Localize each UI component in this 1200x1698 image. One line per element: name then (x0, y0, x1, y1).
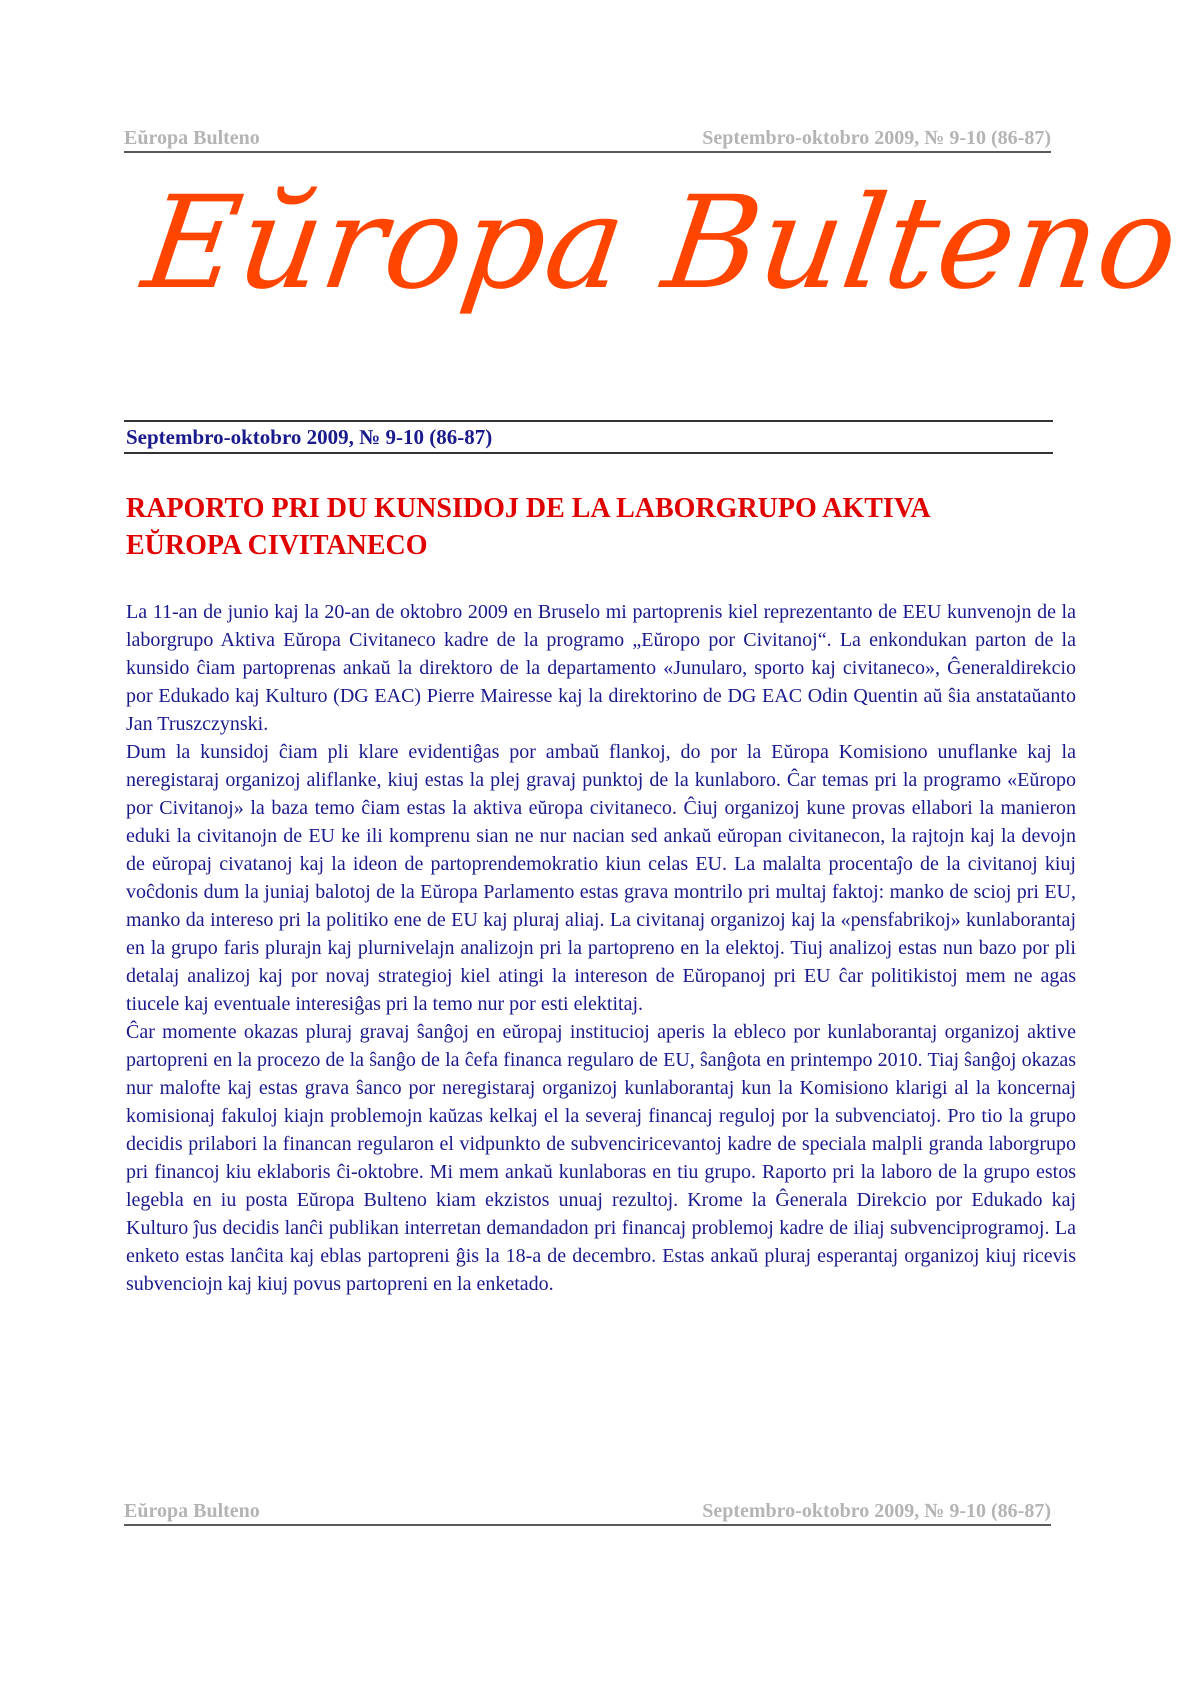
article-paragraph-3: Ĉar momente okazas pluraj gravaj ŝanĝoj en eŭropaj institucioj aperis la ebleco por kunlaborantaj organizoj aktive partopreni en la procezo de la ŝanĝo de la ĉefa financa regularo de EU, ŝanĝota en printempo 2010. Tiaj ŝanĝoj okazas nur malofte kaj estas grava ŝanco por neregistaraj organizoj kunlaborantaj kun la Komisiono klarigi al la koncernaj komisionaj fakuloj kiajn problemojn kaŭzas kelkaj el la severaj financaj reguloj por la subvenciatoj. Pro tio la grupo decidis prilabori la financan regularon el vidpunkto de subvenciricevantoj kadre de speciala malpli granda laborgrupo pri financoj kiu eklaboris ĉi-oktobre. Mi mem ankaŭ kunlaboras en tiu grupo. Raporto pri la laboro de la grupo estos legebla en iu posta Eŭropa Bulteno kiam ekzistos unuaj rezultoj. Krome la Ĝenerala Direkcio por Edukado kaj Kulturo ĵus decidis lanĉi publikan interretan demandadon pri financaj problemoj kadre de iliaj subvenciprogramoj. La enketo estas lanĉita kaj eblas partopreni ĝis la 18-a de decembro. Estas ankaŭ pluraj esperantaj organizoj kiuj ricevis subvenciojn kaj kiuj povus partopreni en la enketado. (126, 1021, 1076, 1295)
running-header (124, 127, 1051, 153)
running-footer (124, 1500, 1051, 1526)
article-title-line-2: EŬROPA CIVITANECO (126, 530, 428, 561)
running-footer-publication: Eŭropa Bulteno (124, 1500, 260, 1522)
running-footer-issue: Septembro-oktobro 2009, № 9-10 (86-87) (702, 1500, 1051, 1522)
article-title (126, 490, 1086, 564)
masthead-title: Eŭropa Bulteno (135, 169, 1188, 318)
article-paragraph-1: La 11-an de junio kaj la 20-an de oktobro 2009 en Bruselo mi partoprenis kiel reprezentanto de EEU kunvenojn de la laborgrupo Aktiva Eŭropa Civitaneco kadre de la programo „Eŭropo por Civitanoj“. La enkondukan parton de la kunsido ĉiam partoprenas ankaŭ la direktoro de la departamento «Junularo, sporto kaj civitaneco», Ĝeneraldirekcio por Edukado kaj Kulturo (DG EAC) Pierre Mairesse kaj la direktorino de DG EAC Odin Quentin aŭ ŝia anstataŭanto Jan Truszczynski. (126, 601, 1076, 735)
article-paragraph-2: Dum la kunsidoj ĉiam pli klare evidentiĝas por ambaŭ flankoj, do por la Eŭropa Komisiono unuflanke kaj la neregistaraj organizoj aliflanke, kiuj estas la plej gravaj punktoj de la kunlaboro. Ĉar temas pri la programo «Eŭropo por Civitanoj» la baza temo ĉiam estas la aktiva eŭropa civitaneco. Ĉiuj organizoj kune provas ellabori la manieron eduki la civitanojn de EU ke ili komprenu sian ne nur nacian sed ankaŭ eŭropan civitanecon, la rajtojn kaj la devojn de eŭropaj civatanoj kaj la ideon de partoprendemokratio kiun celas EU. La malalta procentaĵo de la civitanoj kiuj voĉdonis dum la juniaj balotoj de la Eŭropa Parlamento estas grava montrilo pri multaj faktoj: manko de scioj pri EU, manko da intereso pri la politiko ene de EU kaj pluraj aliaj. La civitanaj organizoj kaj la «pensfabrikoj» kunlaborantaj en la grupo faris plurajn kaj plurnivelajn analizojn pri la partopreno en la elektoj. Tiuj analizoj estas nun bazo por pli detalaj analizoj kaj por novaj strategioj kiel atingi la intereson de Eŭropanoj pri EU ĉar politikistoj mem ne agas tiucele kaj eventuale interesiĝas pri la temo nur por esti elektitaj. (126, 741, 1076, 1015)
running-header-publication: Eŭropa Bulteno (124, 127, 260, 149)
running-header-issue: Septembro-oktobro 2009, № 9-10 (86-87) (702, 127, 1051, 149)
article-body (126, 598, 1076, 1298)
article-title-line-1: RAPORTO PRI DU KUNSIDOJ DE LA LABORGRUPO AKTIVA (126, 493, 931, 524)
issue-line: Septembro-oktobro 2009, № 9-10 (86-87) (124, 420, 1053, 454)
